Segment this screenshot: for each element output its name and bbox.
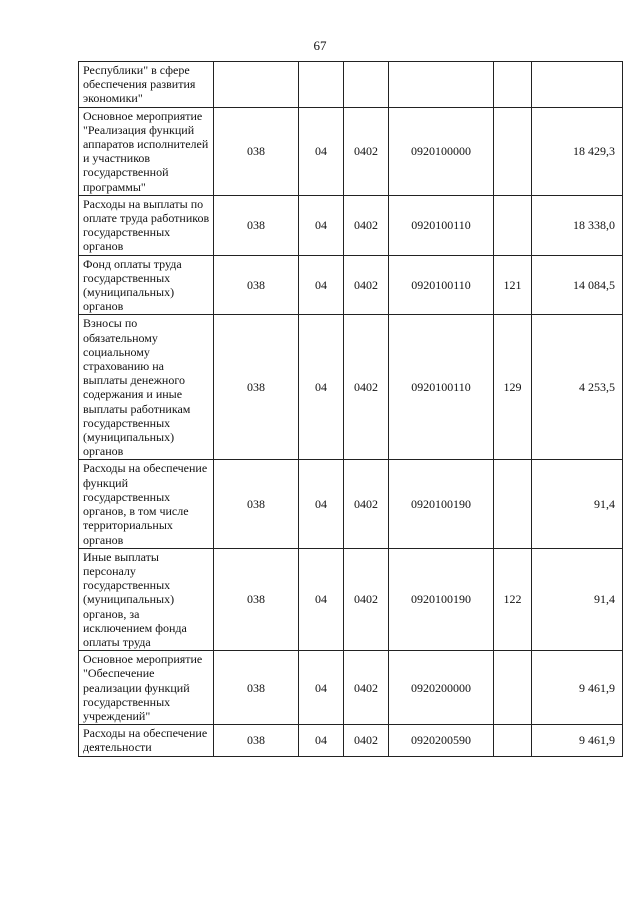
subsection-code: 0402	[344, 548, 389, 650]
subsection-code: 0402	[344, 195, 389, 255]
item-name: Республики" в сфере обеспечения развития экономики"	[79, 62, 214, 108]
ministry-code: 038	[214, 195, 299, 255]
item-name: Иные выплаты персоналу государственных (муниципальных) органов, за исключением фонда оплаты труда	[79, 548, 214, 650]
item-name: Расходы на обеспечение функций государственных органов, в том числе территориальных органов	[79, 460, 214, 548]
item-name: Расходы на выплаты по оплате труда работников государственных органов	[79, 195, 214, 255]
expense-type-code	[494, 725, 532, 756]
subsection-code: 0402	[344, 315, 389, 460]
target-article-code: 0920100110	[389, 315, 494, 460]
expense-type-code	[494, 651, 532, 725]
ministry-code: 038	[214, 255, 299, 315]
item-name: Основное мероприятие "Обеспечение реализации функций государственных учреждений"	[79, 651, 214, 725]
amount: 9 461,9	[532, 651, 623, 725]
ministry-code: 038	[214, 651, 299, 725]
target-article-code: 0920100190	[389, 460, 494, 548]
section-code: 04	[299, 107, 344, 195]
expense-type-code	[494, 62, 532, 108]
table-row	[79, 651, 623, 725]
expense-type-code: 121	[494, 255, 532, 315]
expense-type-code: 122	[494, 548, 532, 650]
target-article-code: 0920100110	[389, 195, 494, 255]
ministry-code: 038	[214, 460, 299, 548]
amount: 4 253,5	[532, 315, 623, 460]
table-row	[79, 460, 623, 548]
target-article-code: 0920100000	[389, 107, 494, 195]
target-article-code: 0920200000	[389, 651, 494, 725]
ministry-code	[214, 62, 299, 108]
expense-type-code	[494, 195, 532, 255]
item-name: Взносы по обязательному социальному страхованию на выплаты денежного содержания и иные выплаты работникам государственных (муниципальных) органов	[79, 315, 214, 460]
subsection-code	[344, 62, 389, 108]
item-name: Расходы на обеспечение деятельности	[79, 725, 214, 756]
amount: 9 461,9	[532, 725, 623, 756]
amount: 18 338,0	[532, 195, 623, 255]
subsection-code: 0402	[344, 255, 389, 315]
page-number: 67	[313, 38, 327, 53]
section-code: 04	[299, 725, 344, 756]
section-code: 04	[299, 651, 344, 725]
table-row	[79, 315, 623, 460]
table-row	[79, 548, 623, 650]
ministry-code: 038	[214, 107, 299, 195]
amount: 14 084,5	[532, 255, 623, 315]
section-code: 04	[299, 460, 344, 548]
ministry-code: 038	[214, 548, 299, 650]
target-article-code	[389, 62, 494, 108]
subsection-code: 0402	[344, 725, 389, 756]
section-code	[299, 62, 344, 108]
amount: 18 429,3	[532, 107, 623, 195]
ministry-code: 038	[214, 315, 299, 460]
expense-type-code	[494, 107, 532, 195]
section-code: 04	[299, 255, 344, 315]
section-code: 04	[299, 548, 344, 650]
item-name: Основное мероприятие "Реализация функций аппаратов исполнителей и участников государственной программы"	[79, 107, 214, 195]
item-name: Фонд оплаты труда государственных (муниципальных) органов	[79, 255, 214, 315]
subsection-code: 0402	[344, 651, 389, 725]
section-code: 04	[299, 195, 344, 255]
section-code: 04	[299, 315, 344, 460]
amount: 91,4	[532, 460, 623, 548]
table-row	[79, 255, 623, 315]
table-row	[79, 107, 623, 195]
table-row	[79, 195, 623, 255]
amount: 91,4	[532, 548, 623, 650]
subsection-code: 0402	[344, 107, 389, 195]
subsection-code: 0402	[344, 460, 389, 548]
target-article-code: 0920100110	[389, 255, 494, 315]
table-row	[79, 725, 623, 756]
expense-type-code	[494, 460, 532, 548]
budget-table	[78, 61, 623, 757]
expense-type-code: 129	[494, 315, 532, 460]
amount	[532, 62, 623, 108]
target-article-code: 0920100190	[389, 548, 494, 650]
ministry-code: 038	[214, 725, 299, 756]
target-article-code: 0920200590	[389, 725, 494, 756]
table-row	[79, 62, 623, 108]
